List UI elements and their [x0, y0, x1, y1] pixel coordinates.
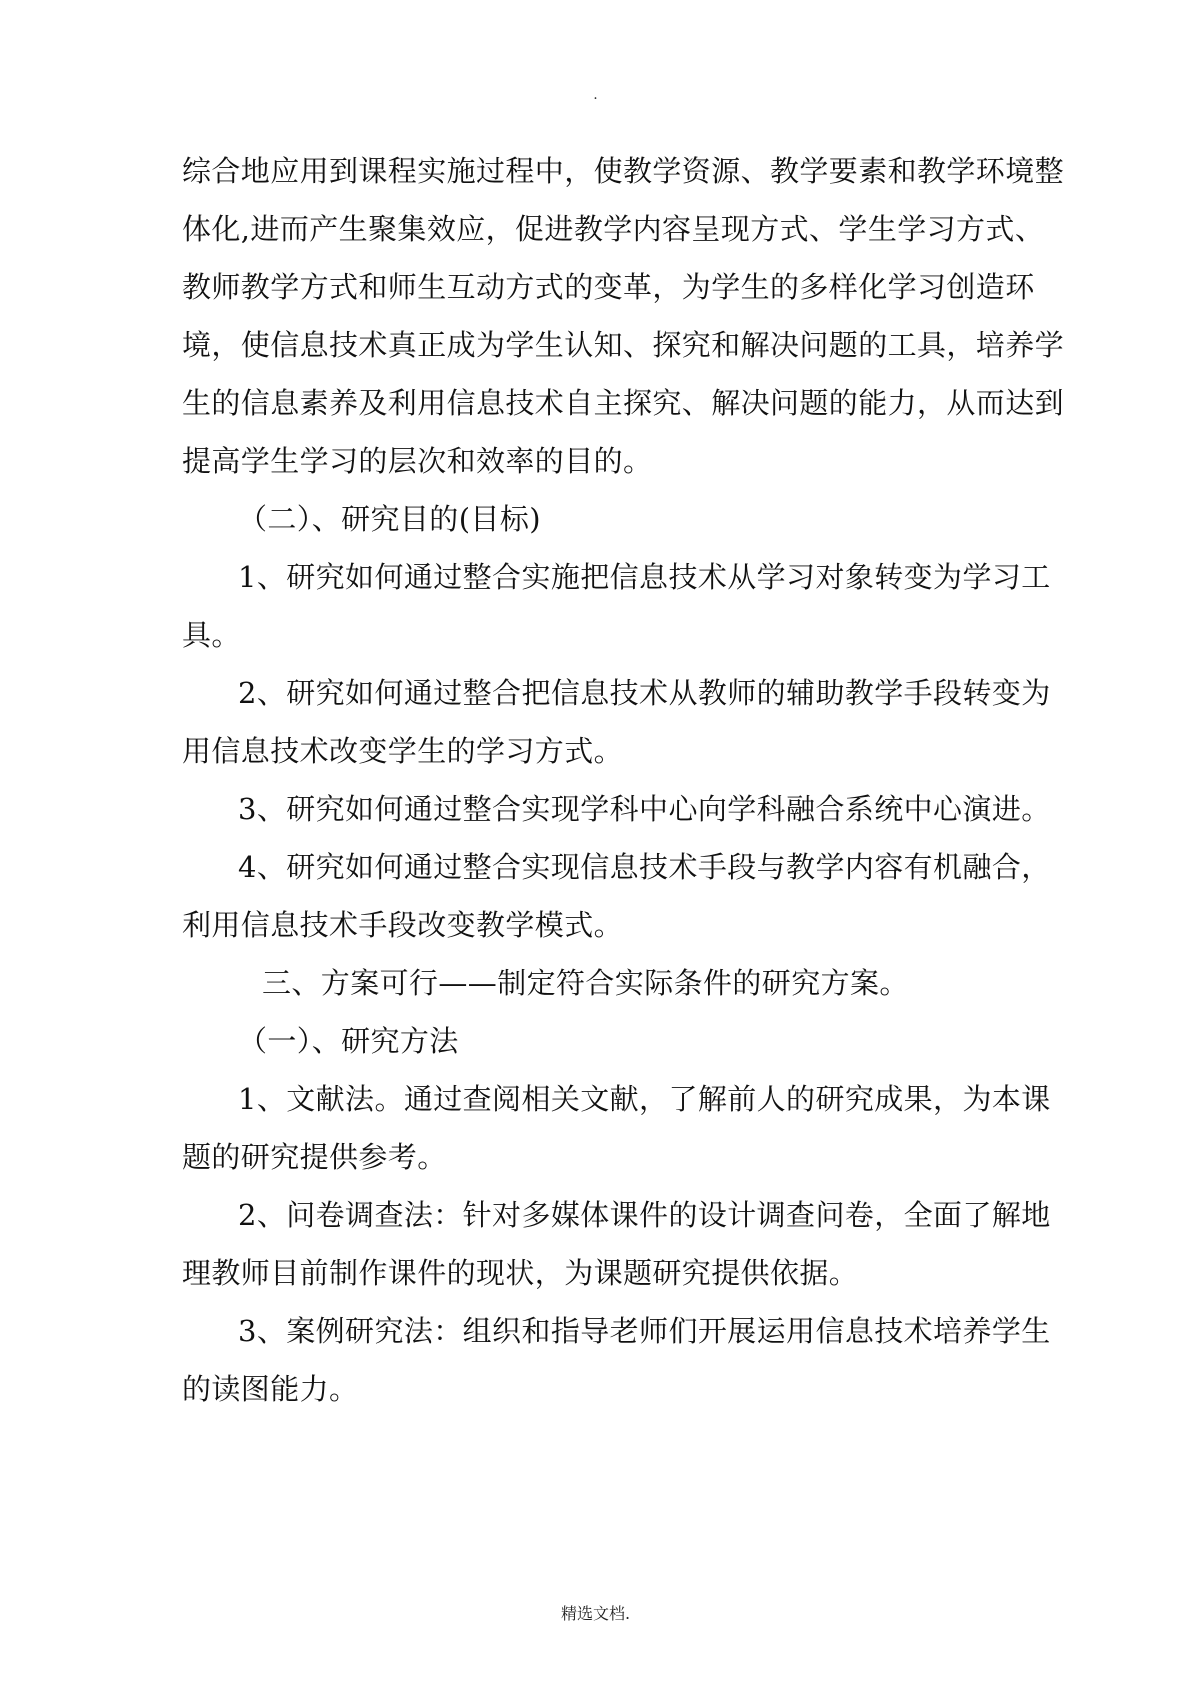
list-item-line: 1、文献法。通过查阅相关文献，了解前人的研究成果，为本课 [238, 1082, 1051, 1116]
section-heading: 三、方案可行——制定符合实际条件的研究方案。 [262, 966, 909, 1000]
list-item-line: 4、研究如何通过整合实现信息技术手段与教学内容有机融合， [238, 850, 1051, 884]
list-item-line: 理教师目前制作课件的现状，为课题研究提供依据。 [182, 1256, 859, 1290]
header-mark: . [593, 87, 598, 103]
body-line: 体化,进而产生聚集效应，促进教学内容呈现方式、学生学习方式、 [182, 212, 1045, 246]
document-body [182, 142, 1065, 1418]
list-item-line: 3、研究如何通过整合实现学科中心向学科融合系统中心演进。 [238, 792, 1051, 826]
list-item-line: 1、研究如何通过整合实施把信息技术从学习对象转变为学习工 [238, 560, 1051, 594]
section-heading: （二）、研究目的(目标) [238, 502, 541, 536]
body-line: 境，使信息技术真正成为学生认知、探究和解决问题的工具，培养学 [182, 328, 1065, 362]
list-item-line: 利用信息技术手段改变教学模式。 [182, 908, 624, 942]
footer-text: 精选文档. [560, 1604, 631, 1623]
list-item-line: 用信息技术改变学生的学习方式。 [182, 734, 624, 768]
body-line: 提高学生学习的层次和效率的目的。 [182, 444, 653, 478]
body-line: 综合地应用到课程实施过程中，使教学资源、教学要素和教学环境整 [182, 154, 1065, 188]
list-item-line: 的读图能力。 [182, 1372, 359, 1406]
section-heading: （一）、研究方法 [238, 1024, 459, 1058]
list-item-line: 2、研究如何通过整合把信息技术从教师的辅助教学手段转变为 [238, 676, 1051, 710]
list-item-line: 具。 [182, 618, 241, 652]
list-item-line: 3、案例研究法：组织和指导老师们开展运用信息技术培养学生 [238, 1314, 1051, 1348]
body-line: 教师教学方式和师生互动方式的变革，为学生的多样化学习创造环 [182, 270, 1035, 304]
list-item-line: 2、问卷调查法：针对多媒体课件的设计调查问卷，全面了解地 [238, 1198, 1051, 1232]
body-line: 生的信息素养及利用信息技术自主探究、解决问题的能力，从而达到 [182, 386, 1065, 420]
list-item-line: 题的研究提供参考。 [182, 1140, 447, 1174]
